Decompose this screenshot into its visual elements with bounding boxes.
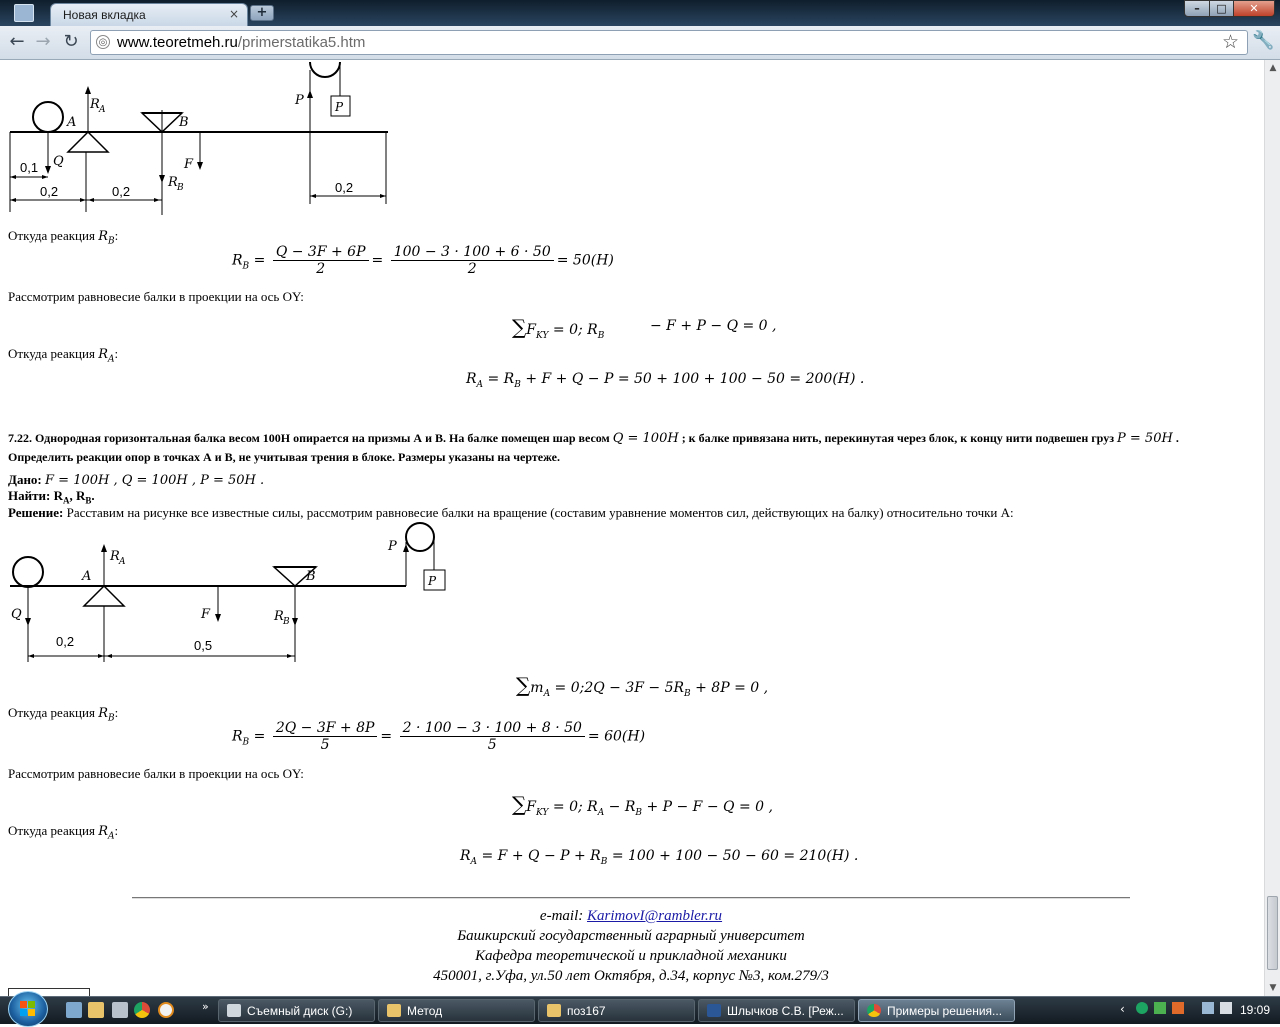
footer-divider xyxy=(132,897,1130,899)
rb-sub: B xyxy=(107,236,115,247)
quicklaunch-more-icon[interactable]: » xyxy=(202,1000,209,1013)
rb-sub: B xyxy=(107,713,115,724)
scroll-thumb[interactable] xyxy=(1267,896,1278,970)
reaction-rb-text: Откуда реакция xyxy=(8,705,95,720)
q-value: Q = 100H xyxy=(612,431,679,446)
show-desktop-icon[interactable] xyxy=(66,1002,82,1018)
solution-line xyxy=(8,505,1014,521)
tab-strip-icon[interactable] xyxy=(14,4,34,22)
folder-icon xyxy=(387,1004,401,1017)
svg-text:Q: Q xyxy=(53,154,64,169)
frac-den: 2 xyxy=(467,261,477,277)
sum-sign: ∑ xyxy=(512,315,527,339)
forward-arrow-icon[interactable]: → xyxy=(35,31,51,52)
url-text[interactable] xyxy=(117,34,365,51)
mail-agent-icon[interactable] xyxy=(158,1002,174,1018)
sum-ra-sub: A xyxy=(597,807,605,818)
address-bar[interactable] xyxy=(90,30,1248,55)
ra-lhs-sub: A xyxy=(470,856,478,867)
find-sub-a: A xyxy=(62,495,70,506)
svg-text:B: B xyxy=(177,183,184,193)
projection-text-2: Рассмотрим равновесие балки в проекции на ось OY: xyxy=(8,766,304,781)
reaction-ra-line-1: Откуда реакция $R_A$: xyxy=(8,346,119,365)
statement-c: . xyxy=(1175,431,1179,445)
window-controls xyxy=(1184,0,1274,18)
taskbar-label: Шлычков С.В. [Реж... xyxy=(727,1004,844,1018)
scroll-down-icon[interactable]: ▼ xyxy=(1269,983,1277,993)
fraction-numeric xyxy=(400,720,585,753)
given-values: F = 100H , Q = 100H , P = 50H . xyxy=(45,473,265,488)
svg-text:P: P xyxy=(295,93,304,108)
sum-sub: KY xyxy=(536,807,549,818)
reaction-ra-line-2: Откуда реакция $R_A$: xyxy=(8,823,119,842)
pulley xyxy=(406,523,434,551)
sub-a-placeholder: B xyxy=(597,330,605,341)
svg-text:B: B xyxy=(179,115,189,130)
new-tab-button[interactable]: + xyxy=(250,5,274,21)
ra-lhs-sub: A xyxy=(476,379,484,390)
equation-ra-1 xyxy=(466,371,864,390)
wrench-icon[interactable]: 🔧 xyxy=(1252,30,1275,51)
equation-rb-2: $R_B$ = $\frac{2Q - 3F + 8P}{5}$ = $\frac{2 \cdot 100 - 3 \cdot 100 + 8 \cdot 50}{5}$ = 60(H) xyxy=(232,720,646,753)
eq-rb-lhs-sub: B xyxy=(242,261,250,272)
sum-sign: ∑ xyxy=(516,673,531,697)
equation-rb-1: $R_B$ = $\frac{Q - 3F + 6P}{2}$ = $\frac{100 - 3 \cdot 100 + 6 \cdot 50}{2}$ = 50(H) xyxy=(232,244,614,277)
support-a xyxy=(68,132,108,152)
task-7-22-statement xyxy=(8,429,1248,467)
solution-text: Расставим на рисунке все известные силы, рассмотрим равновесие балки на вращение (составим уравнение моментов сил, действующих на балку) относительно точки А: xyxy=(66,505,1014,520)
solution-label: Решение: xyxy=(8,505,64,520)
ra-rb-sub: B xyxy=(514,379,521,390)
ra-eq2: = R xyxy=(487,371,515,387)
email-label: e-mail: xyxy=(539,908,584,924)
support-a xyxy=(84,586,124,606)
taskbar-label: Съемный диск (G:) xyxy=(247,1004,353,1018)
find-line xyxy=(8,488,95,506)
footer-department: Кафедра теоретической и прикладной механики xyxy=(475,948,787,964)
sum-tail: + P − F − Q = 0 , xyxy=(646,799,773,815)
tray-app-icon[interactable] xyxy=(1136,1002,1148,1014)
sum-rb-sub: B xyxy=(635,807,642,818)
statement-a: 7.22. Однородная горизонтальная балка весом 100Н опирается на призмы А и В. На балке помещен шар весом xyxy=(8,431,610,445)
find-r: R xyxy=(53,488,63,503)
maximize-button[interactable]: □ xyxy=(1209,0,1234,17)
svg-text:A: A xyxy=(82,569,92,584)
svg-text:0,1: 0,1 xyxy=(20,160,39,175)
svg-text:R: R xyxy=(90,97,100,112)
svg-text:A: A xyxy=(99,105,106,115)
eq-rb-lhs-sub: B xyxy=(242,737,250,748)
equation-sum-y-2 xyxy=(512,792,773,818)
taskbar-label: поз167 xyxy=(567,1004,606,1018)
moment-rb-sub: B xyxy=(684,688,691,699)
equation-ra-2 xyxy=(460,848,858,867)
svg-text:P: P xyxy=(335,100,344,114)
given-label: Дано: xyxy=(8,472,42,487)
clock[interactable]: 19:09 xyxy=(1240,1003,1271,1017)
frac-num: Q − 3F + 6P xyxy=(273,244,369,261)
bookmark-star-icon[interactable]: ☆ xyxy=(1221,31,1239,53)
svg-text:Q: Q xyxy=(11,607,22,622)
taskbar-label: Метод xyxy=(407,1004,443,1018)
chrome-icon xyxy=(867,1004,881,1017)
given-line xyxy=(8,472,264,488)
ra-eq3: + F + Q − P = 50 + 100 + 100 − 50 = 200(H) . xyxy=(525,371,865,387)
svg-text:0,2: 0,2 xyxy=(40,184,59,199)
svg-text:R: R xyxy=(274,609,284,624)
beam-diagram-2 xyxy=(0,520,460,670)
sum-f: F xyxy=(526,322,536,338)
svg-text:0,2: 0,2 xyxy=(56,634,75,649)
windows-logo-icon xyxy=(20,1001,36,1017)
reaction-rb-text: Откуда реакция xyxy=(8,228,95,243)
title-bar xyxy=(0,0,1280,26)
find-end: . xyxy=(91,488,95,503)
projection-text-1: Рассмотрим равновесие балки в проекции на ось OY: xyxy=(8,289,304,304)
ball-q xyxy=(33,102,63,132)
taskbar xyxy=(0,996,1280,1024)
reaction-ra-text: Откуда реакция xyxy=(8,346,95,361)
taskbar-button-metod[interactable] xyxy=(378,999,535,1022)
svg-text:0,2: 0,2 xyxy=(112,184,131,199)
svg-text:P: P xyxy=(428,574,437,588)
word-icon xyxy=(707,1004,721,1017)
svg-text:B: B xyxy=(306,569,316,584)
ra-rest2: = 100 + 100 − 50 − 60 = 210(H) . xyxy=(611,848,859,864)
svg-text:R: R xyxy=(168,175,178,190)
minimize-button[interactable]: – xyxy=(1184,0,1210,17)
explorer-icon[interactable] xyxy=(88,1002,104,1018)
frac-num: 100 − 3 · 100 + 6 · 50 xyxy=(391,244,554,261)
svg-text:P: P xyxy=(388,539,397,554)
browser-toolbar xyxy=(0,26,1280,60)
moment-equation xyxy=(516,673,768,699)
rb-symbol: R xyxy=(98,706,108,721)
footer-email xyxy=(132,908,1130,925)
tab-title: Новая вкладка xyxy=(63,8,146,22)
scroll-up-icon[interactable]: ▲ xyxy=(1269,63,1277,73)
chrome-icon[interactable] xyxy=(134,1002,150,1018)
close-window-button[interactable]: ✕ xyxy=(1233,0,1275,17)
ra-rest: = F + Q − P + R xyxy=(481,848,601,864)
tray-security-icon[interactable] xyxy=(1172,1002,1184,1014)
volume-icon[interactable] xyxy=(1220,1002,1232,1014)
frac-num: 2Q − 3F + 8P xyxy=(273,720,378,737)
p-value: P = 50H xyxy=(1117,431,1173,446)
folder-icon xyxy=(547,1004,561,1017)
drive-icon xyxy=(227,1004,241,1017)
vertical-scrollbar[interactable] xyxy=(1264,60,1280,996)
sum-sub: KY xyxy=(536,330,549,341)
ra-symbol: R xyxy=(98,824,108,839)
sum-rest: = 0; R xyxy=(552,799,598,815)
rb-symbol: R xyxy=(98,229,108,244)
ra-lhs: R xyxy=(460,848,471,864)
eq-rb-result: = 60(H) xyxy=(587,728,646,745)
network-icon[interactable] xyxy=(1202,1002,1214,1014)
frac-den: 5 xyxy=(487,737,497,753)
moment-sub: A xyxy=(543,688,551,699)
fraction-numeric xyxy=(391,244,554,277)
taskbar-label: Примеры решения... xyxy=(887,1004,1003,1018)
svg-text:F: F xyxy=(201,607,211,622)
taskbar-button-drive[interactable] xyxy=(218,999,375,1022)
eq-rb-lhs: R xyxy=(232,252,243,269)
page-icon: ◎ xyxy=(96,35,110,49)
back-arrow-icon[interactable]: ← xyxy=(9,31,25,52)
sum-f: F xyxy=(526,799,536,815)
frac-den: 2 xyxy=(316,261,326,277)
reaction-rb-line-2: Откуда реакция $R_B$: xyxy=(8,705,119,724)
frac-den: 5 xyxy=(320,737,330,753)
beam-diagram-1 xyxy=(0,60,400,220)
find-sub-b: B xyxy=(85,495,92,506)
svg-text:0,5: 0,5 xyxy=(194,638,213,653)
sum-rest: = 0; R xyxy=(552,322,598,338)
find-sep: , R xyxy=(69,488,86,503)
url-path: /primerstatika5.htm xyxy=(237,34,366,51)
moment-m: m xyxy=(530,680,544,696)
fraction-symbolic xyxy=(273,720,378,753)
start-button[interactable] xyxy=(8,991,48,1027)
tray-expand-icon[interactable]: ‹ xyxy=(1120,1002,1125,1016)
sum-rest2: − R xyxy=(608,799,636,815)
statement-d: Определить реакции опор в точках А и В, не учитывая трения в блоке. Размеры указаны на чертеже. xyxy=(8,450,560,464)
reaction-rb-line-1: Откуда реакция $R_B$: xyxy=(8,228,119,247)
sum-sign: ∑ xyxy=(512,792,527,816)
svg-text:0,2: 0,2 xyxy=(335,180,354,195)
page-viewport xyxy=(0,60,1264,996)
svg-text:B: B xyxy=(283,617,290,627)
ra-sub: A xyxy=(107,831,115,842)
reload-icon[interactable]: ↻ xyxy=(63,31,79,52)
statement-b: ; к балке привязана нить, перекинутая через блок, к концу нити подвешен груз xyxy=(681,431,1115,445)
email-link[interactable]: KarimovI@rambler.ru xyxy=(587,908,723,924)
url-host: www.teoretmeh.ru xyxy=(117,34,238,51)
svg-text:A: A xyxy=(67,115,77,130)
taskbar-button-chrome[interactable] xyxy=(858,999,1015,1022)
svg-text:A: A xyxy=(119,557,126,567)
reaction-ra-text: Откуда реакция xyxy=(8,823,95,838)
ball-q xyxy=(13,557,43,587)
browser-tab[interactable] xyxy=(50,3,248,26)
ra-lhs: R xyxy=(466,371,477,387)
tab-close-icon[interactable]: × xyxy=(228,7,239,21)
moment-rest2: + 8P = 0 , xyxy=(695,680,769,696)
equation-sum-y-1-tail xyxy=(650,318,777,334)
ra-rb-sub: B xyxy=(600,856,608,867)
calculator-icon[interactable] xyxy=(112,1002,128,1018)
ra-symbol: R xyxy=(98,347,108,362)
moment-rest: = 0;2Q − 3F − 5R xyxy=(554,680,685,696)
tray-antivirus-icon[interactable] xyxy=(1154,1002,1166,1014)
footer-university: Башкирский государственный аграрный университет xyxy=(457,928,805,944)
sum-tail: − F + P − Q = 0 , xyxy=(650,318,777,334)
find-label: Найти: xyxy=(8,488,51,503)
equation-sum-y-1 xyxy=(512,315,604,341)
frac-num: 2 · 100 − 3 · 100 + 8 · 50 xyxy=(400,720,585,737)
eq-rb-result: = 50(H) xyxy=(556,252,614,269)
svg-text:F: F xyxy=(184,157,194,172)
svg-text:R: R xyxy=(110,549,120,564)
fraction-symbolic xyxy=(273,244,369,277)
taskbar-button-poz167[interactable] xyxy=(538,999,695,1022)
taskbar-button-word[interactable] xyxy=(698,999,855,1022)
ra-sub: A xyxy=(107,354,115,365)
eq-rb-lhs: R xyxy=(232,728,243,745)
footer-address: 450001, г.Уфа, ул.50 лет Октября, д.34, корпус №3, ком.279/3 xyxy=(433,968,829,984)
